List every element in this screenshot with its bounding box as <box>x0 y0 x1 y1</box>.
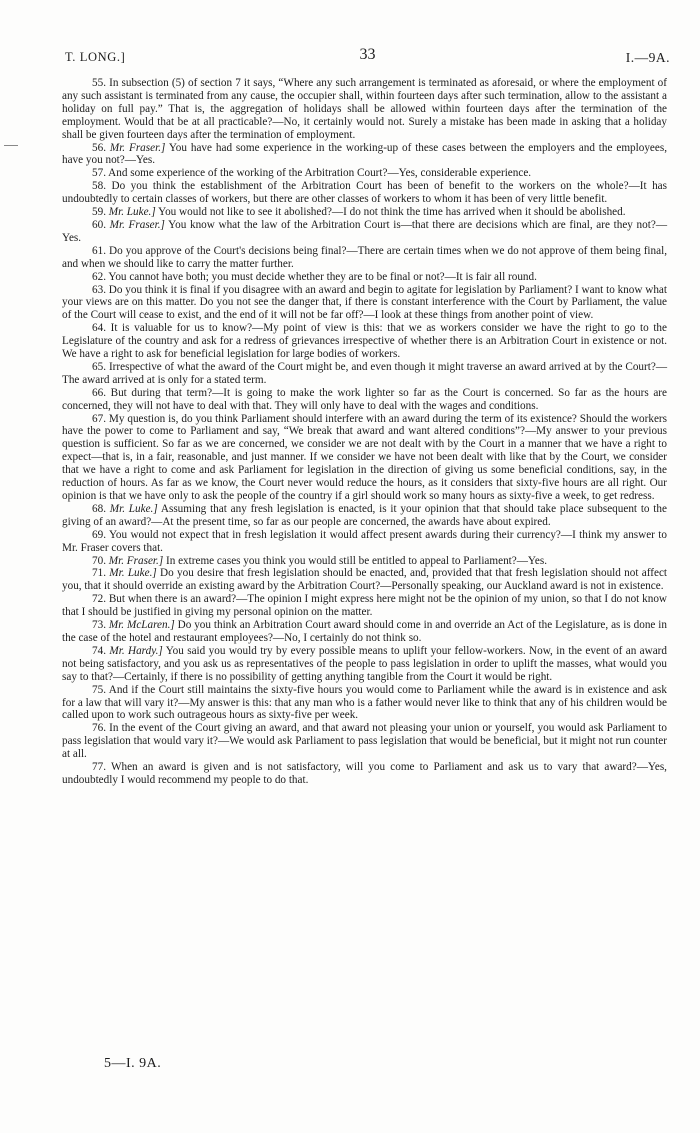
speaker-label: Mr. Fraser.] <box>109 141 166 154</box>
question-paragraph <box>62 722 667 761</box>
question-number: 55. <box>92 77 106 89</box>
question-answer-text: It is valuable for us to know?—My point of view is this: that we as workers consider we have the right to go to the Legislature of the country and ask for a redress of grievances irrespective of whether there is an Arbitration Court in existence or not. We have a right to ask for beneficial legislation for large bodies of workers. <box>62 322 667 361</box>
question-paragraph <box>62 503 667 529</box>
question-number: 71. <box>92 567 106 580</box>
question-paragraph <box>62 567 667 593</box>
question-answer-text: But during that term?—It is going to make the work lighter so far as the Court is concerned. So far as the hours are concerned, they will not have to deal with that. They will only have to deal with the wages and conditions. <box>62 386 668 412</box>
question-number: 67. <box>92 412 106 425</box>
question-number: 77. <box>92 761 106 774</box>
question-answer-text: Assuming that any fresh legislation is enacted, is it your opinion that that should take place subsequent to the giving of an award?—At the present time, so far as our people are concerned, the awards have about expired. <box>62 502 667 528</box>
question-paragraph <box>62 219 667 245</box>
question-number: 76. <box>92 722 106 735</box>
question-answer-text: Do you think the establishment of the Arbitration Court has been of benefit to the workers on the whole?—It has undoubtedly to certain classes of workers, but there are other classes of workers to whom it has been of very little benefit. <box>62 180 667 206</box>
question-paragraph <box>62 387 667 413</box>
question-number: 61. <box>92 244 106 257</box>
question-paragraph <box>62 245 667 271</box>
question-number: 62. <box>92 270 106 283</box>
question-number: 58. <box>92 180 106 193</box>
speaker-label: Mr. Hardy.] <box>109 644 163 657</box>
paper-reference: I.—9A. <box>625 50 670 65</box>
question-paragraph <box>62 206 667 219</box>
question-answer-text: Do you think it is final if you disagree with an award and begin to agitate for legislation by Parliament? I want to know what your views are on this matter. Do you not see the danger that, if there is constant interference with the Court by Parliament, the value of the Court will cease to exist, and the end of it will not be far off?—I look at these things from another point of view. <box>62 283 668 322</box>
question-number: 56. <box>92 141 106 154</box>
speaker-label: Mr. Luke.] <box>109 567 157 580</box>
question-number: 75. <box>92 683 106 696</box>
question-number: 68. <box>92 502 106 515</box>
question-number: 63. <box>92 283 106 296</box>
transcript-body <box>62 77 667 787</box>
question-paragraph <box>62 413 667 503</box>
question-answer-text: Irrespective of what the award of the Court might be, and even though it might traverse an award arrived at by the Court?—The award arrived at is only for a stated term. <box>62 360 668 386</box>
question-answer-text: But when there is an award?—The opinion I might express here might not be the opinion of my union, so that I do not know that I should be justified in giving my personal opinion on the matter. <box>62 593 667 619</box>
margin-mark <box>4 145 18 146</box>
question-answer-text: You cannot have both; you must decide whether they are to be final or not?—It is fair all round. <box>108 270 537 283</box>
printer-signature: 5—I. 9A. <box>104 1056 162 1071</box>
question-number: 65. <box>92 360 106 373</box>
question-number: 66. <box>92 386 106 399</box>
question-number: 72. <box>92 593 106 606</box>
speaker-label: Mr. Fraser.] <box>108 554 164 567</box>
question-paragraph <box>62 619 667 645</box>
header-witness-name: T. LONG.] <box>65 50 126 64</box>
question-answer-text: In extreme cases you think you would still be entitled to appeal to Parliament?—Yes. <box>165 554 547 567</box>
question-answer-text: You said you would try by every possible means to uplift your fellow-workers. Now, in the event of an award not being satisfactory, and you ask us as representatives of the people to pass legislation in order to uplift the masses, what would you say to that?—Certainly, if there is no possibility of getting anything tangible from the Court it would be right. <box>62 644 668 683</box>
question-paragraph <box>62 645 667 684</box>
page-number: 33 <box>359 46 376 63</box>
speaker-label: Mr. McLaren.] <box>108 619 175 632</box>
question-number: 59. <box>92 206 106 219</box>
question-answer-text: My question is, do you think Parliament should interfere with an award during the term of its existence? Should the workers have the power to come to Parliament and say, “We break that award and want altered conditions”?—My answer to your previous question is sufficient. So far as we are concerned, we consider we are not dealt with by the Court in a manner that we have a right to expect—that is, in a fair, reasonable, and just manner. If we consider we have not been dealt with like that by the Court, we consider that we have a right to come and ask Parliament for legislation in the direction of giving us some beneficial conditions, say, in the reduction of hours. As far as we know, the Court never would reduce the hours, as it considers that sixty-five hours are all right. Our opinion is that we have only to ask the people of the country if a girl should work so many hours as sixty-five a week, to get redress. <box>62 412 668 502</box>
question-answer-text: And some experience of the working of the Arbitration Court?—Yes, considerable experience. <box>108 167 532 180</box>
question-number: 57. <box>92 167 106 180</box>
question-paragraph <box>62 167 667 180</box>
question-answer-text: You know what the law of the Arbitration Court is—that there are decisions which are final, are they not?—Yes. <box>62 218 668 244</box>
question-answer-text: You would not expect that in fresh legislation it would affect present awards during their currency?—I think my answer to Mr. Fraser covers that. <box>62 528 667 554</box>
speaker-label: Mr. Fraser.] <box>109 218 165 231</box>
question-number: 69. <box>92 528 106 541</box>
question-number: 74. <box>92 644 106 657</box>
question-answer-text: Do you approve of the Court's decisions being final?—There are certain times when we do not approve of them being final, and when we should like to carry the matter further. <box>62 244 667 270</box>
question-paragraph <box>62 284 667 323</box>
question-answer-text: In the event of the Court giving an award, and that award not pleasing your union or yourself, you would ask Parliament to pass legislation that would vary it?—We would ask Parliament to pass legislation that would be beneficial, but it might not run counter at all. <box>62 722 668 761</box>
question-paragraph <box>62 529 667 555</box>
speaker-label: Mr. Luke.] <box>108 206 156 219</box>
question-number: 64. <box>92 322 106 335</box>
question-paragraph <box>62 761 667 787</box>
question-answer-text: You would not like to see it abolished?—I do not think the time has arrived when it should be abolished. <box>158 206 626 219</box>
question-answer-text: Do you think an Arbitration Court award should come in and override an Act of the Legislature, as is done in the case of the hotel and restaurant employees?—No, I certainly do not think so. <box>62 619 667 644</box>
question-paragraph <box>62 180 667 206</box>
question-answer-text: Do you desire that fresh legislation should be enacted, and, provided that that fresh legislation should not affect you, that it should override an existing award by the Arbitration Court?—Personally speaking, our Auckland award is not in existence. <box>62 567 668 593</box>
question-paragraph <box>62 77 667 142</box>
question-paragraph <box>62 555 667 568</box>
question-paragraph <box>62 271 667 284</box>
question-paragraph <box>62 361 667 387</box>
question-answer-text: You have had some experience in the working-up of these cases between the employers and the employees, have you not?—Yes. <box>62 141 667 167</box>
question-answer-text: When an award is given and is not satisfactory, will you come to Parliament and ask us to vary that award?—Yes, undoubtedly I would recommend my people to do that. <box>62 761 667 786</box>
question-paragraph <box>62 322 667 361</box>
question-answer-text: And if the Court still maintains the sixty-five hours you would come to Parliament while the award is in existence and ask for a law that will vary it?—My answer is this: that any man who is a father would never like to think that any of his children would be called upon to work such outrageous hours as sixty-five per week. <box>62 683 667 722</box>
question-paragraph <box>62 593 667 619</box>
question-number: 60. <box>92 218 106 231</box>
question-paragraph <box>62 684 667 723</box>
question-paragraph <box>62 142 667 168</box>
question-answer-text: In subsection (5) of section 7 it says, “Where any such arrangement is terminated as aforesaid, or where the employment of any such assistant is terminated from any cause, the occupier shall, within fourteen days after such termination, allow to the assistant a holiday on full pay.” That is, the aggregation of holidays shall be allowed within fourteen days after the termination of the employment. Would that be at all practicable?—No, it certainly would not. Surely a mistake has been made in asking that a holiday shall be given fourteen days after the termination of employment. <box>62 77 667 141</box>
question-number: 70. <box>92 554 106 567</box>
speaker-label: Mr. Luke.] <box>109 502 158 515</box>
question-number: 73. <box>92 619 106 632</box>
page-header <box>65 46 670 66</box>
